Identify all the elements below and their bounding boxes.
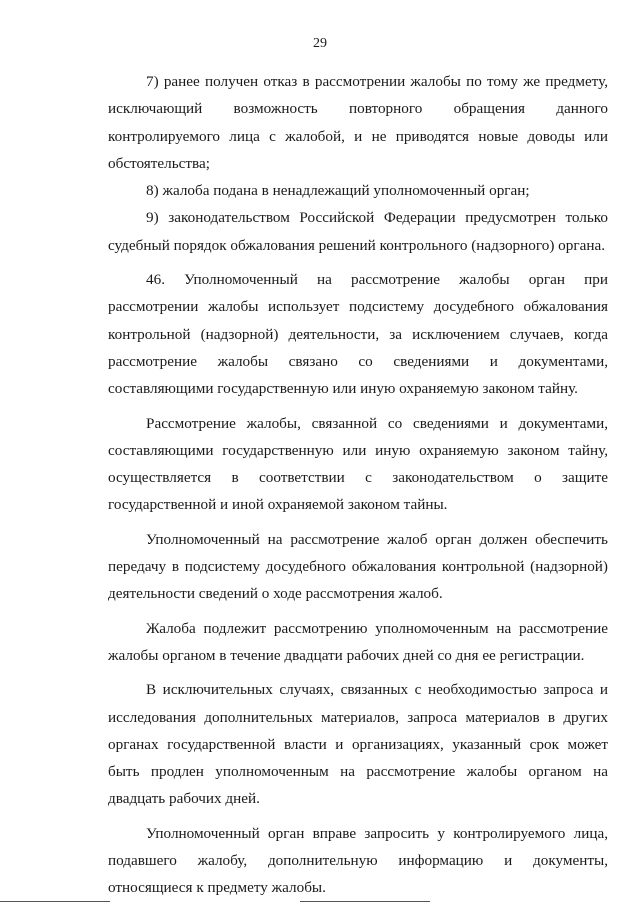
- paragraph-section-46: 46. Уполномоченный на рассмотрение жалобы орган при рассмотрении жалобы использует подсистему досудебного обжалования контрольной (надзорной) деятельности, за исключением случаев, когда рассмотрение жалобы связано со сведениями и документами, составляющими государственную или иную охраняемую законом тайну.: [108, 271, 608, 398]
- paragraph-secret-review: Рассмотрение жалобы, связанной со сведениями и документами, составляющими государственную или иную охраняемую законом тайну, осуществляется в соответствии с законодательством о защите государственной и иной охраняемой законом тайны.: [108, 414, 608, 514]
- paragraph-item-8: 8) жалоба подана в ненадлежащий уполномоченный орган;: [146, 182, 530, 200]
- paragraph-item-7: 7) ранее получен отказ в рассмотрении жалобы по тому же предмету, исключающий возможность повторного обращения данного контролируемого лица с жалобой, и не приводятся новые доводы или обстоятельства;: [108, 73, 608, 172]
- paragraph-item-9: 9) законодательством Российской Федерации предусмотрен только судебный порядок обжалования решений контрольного (надзорного) органа.: [108, 209, 608, 254]
- footer-rule-right: [300, 901, 430, 902]
- document-body: [108, 68, 608, 902]
- page-number: 29: [313, 36, 327, 51]
- footer-rule-left: [0, 901, 110, 902]
- paragraph-term-extension: В исключительных случаях, связанных с необходимостью запроса и исследования дополнительных материалов, запроса материалов в других органах государственной власти и организациях, указанный срок может быть продлен уполномоченным на рассмотрение жалобы органом на двадцать рабочих дней.: [108, 681, 608, 808]
- paragraph-additional-info: Уполномоченный орган вправе запросить у контролируемого лица, подавшего жалобу, дополнительную информацию и документы, относящиеся к предмету жалобы.: [108, 824, 608, 897]
- paragraph-review-term: Жалоба подлежит рассмотрению уполномоченным на рассмотрение жалобы органом в течение двадцати рабочих дней со дня ее регистрации.: [108, 619, 608, 664]
- paragraph-subsystem-transfer: Уполномоченный на рассмотрение жалоб орган должен обеспечить передачу в подсистему досудебного обжалования контрольной (надзорной) деятельности сведений о ходе рассмотрения жалоб.: [108, 530, 608, 603]
